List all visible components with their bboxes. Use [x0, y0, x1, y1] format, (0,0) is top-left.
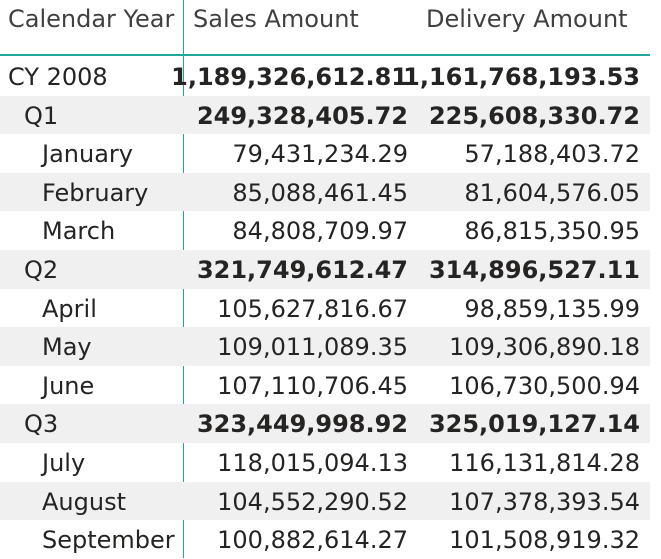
row-quarter[interactable] [0, 250, 650, 289]
row-label: June [42, 371, 95, 400]
row-month[interactable] [0, 366, 650, 405]
sales-amount-cell: 85,088,461.45 [232, 178, 408, 207]
delivery-amount-cell: 57,188,403.72 [464, 140, 640, 169]
row-label: February [42, 178, 149, 207]
sales-amount-cell: 104,552,290.52 [217, 487, 408, 516]
delivery-amount-cell: 109,306,890.18 [449, 333, 640, 362]
row-label: Q2 [24, 255, 59, 284]
delivery-amount-cell: 101,508,919.32 [449, 526, 640, 555]
sales-amount-cell: 109,011,089.35 [217, 333, 408, 362]
row-month[interactable] [0, 289, 650, 328]
sales-amount-cell: 105,627,816.67 [217, 294, 408, 323]
column-header-calendar-year[interactable]: Calendar Year [8, 5, 175, 33]
delivery-amount-cell: 107,378,393.54 [449, 487, 640, 516]
delivery-amount-cell: 225,608,330.72 [428, 101, 640, 130]
row-label: July [42, 448, 86, 477]
row-month[interactable] [0, 482, 650, 521]
sales-amount-cell: 84,808,709.97 [232, 217, 408, 246]
row-month[interactable] [0, 443, 650, 482]
column-header-sales-amount[interactable]: Sales Amount [193, 5, 359, 33]
row-label: Q1 [24, 101, 59, 130]
sales-amount-cell: 100,882,614.27 [217, 526, 408, 555]
row-label: Q3 [24, 410, 59, 439]
row-label: September [42, 526, 175, 555]
row-quarter[interactable] [0, 404, 650, 443]
delivery-amount-cell: 314,896,527.11 [428, 255, 640, 284]
row-label: August [42, 487, 126, 516]
row-month[interactable] [0, 520, 650, 559]
delivery-amount-cell: 81,604,576.05 [464, 178, 640, 207]
sales-amount-cell: 323,449,998.92 [196, 410, 408, 439]
delivery-amount-cell: 325,019,127.14 [428, 410, 640, 439]
row-month[interactable] [0, 211, 650, 250]
row-label: May [42, 333, 92, 362]
sales-amount-cell: 118,015,094.13 [217, 448, 408, 477]
row-label: January [42, 140, 133, 169]
row-label: CY 2008 [8, 63, 108, 91]
sales-amount-cell: 1,189,326,612.81 [171, 63, 408, 91]
sales-amount-cell: 249,328,405.72 [196, 101, 408, 130]
sales-amount-cell: 79,431,234.29 [232, 140, 408, 169]
row-month[interactable] [0, 173, 650, 212]
row-label: March [42, 217, 116, 246]
sales-amount-cell: 107,110,706.45 [217, 371, 408, 400]
delivery-amount-cell: 98,859,135.99 [464, 294, 640, 323]
row-year[interactable] [0, 57, 650, 96]
row-month[interactable] [0, 134, 650, 173]
row-month[interactable] [0, 327, 650, 366]
row-quarter[interactable] [0, 96, 650, 135]
sales-amount-cell: 321,749,612.47 [196, 255, 408, 284]
column-header-delivery-amount[interactable]: Delivery Amount [426, 5, 628, 33]
row-label: April [42, 294, 97, 323]
matrix-header [0, 0, 650, 56]
matrix-body [0, 57, 650, 559]
delivery-amount-cell: 1,161,768,193.53 [403, 63, 640, 91]
delivery-amount-cell: 116,131,814.28 [449, 448, 640, 477]
delivery-amount-cell: 106,730,500.94 [449, 371, 640, 400]
delivery-amount-cell: 86,815,350.95 [464, 217, 640, 246]
